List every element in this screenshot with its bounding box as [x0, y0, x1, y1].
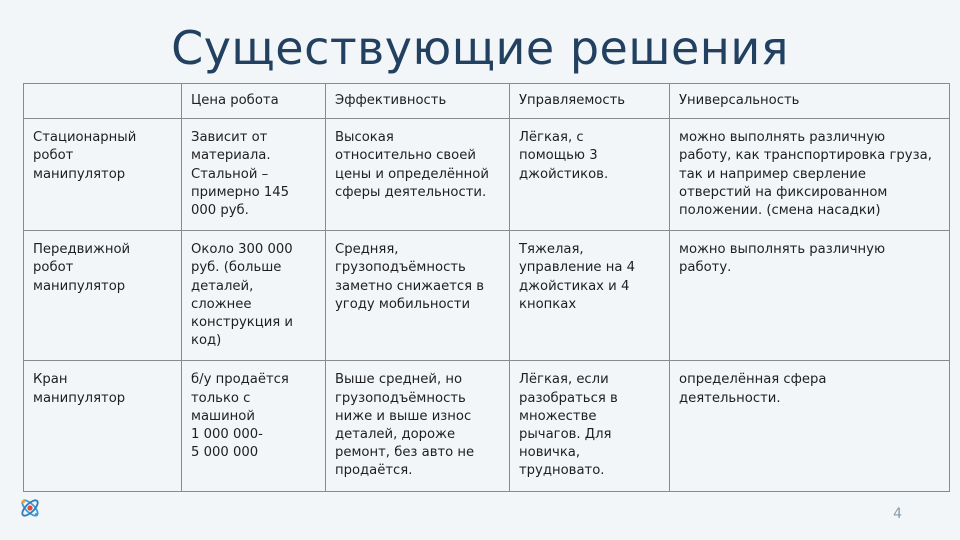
versatility-cell: можно выполнять различную работу. [670, 231, 950, 361]
controllability-cell: Тяжелая, управление на 4 джойстиках и 4 кнопках [510, 231, 670, 361]
comparison-table [23, 83, 950, 492]
table-header-row [24, 84, 950, 119]
table-row [24, 231, 950, 361]
row-label-cell: Стационарный робот манипулятор [24, 119, 182, 231]
efficiency-cell: Высокая относительно своей цены и определённой сферы деятельности. [326, 119, 510, 231]
page-number: 4 [893, 506, 902, 522]
row-label-cell: Передвижной робот манипулятор [24, 231, 182, 361]
slide-title: Существующие решения [171, 21, 789, 75]
versatility-cell: определённая сфера деятельности. [670, 361, 950, 491]
table-row [24, 119, 950, 231]
atom-logo-icon [18, 496, 42, 520]
table-row [24, 361, 950, 491]
price-cell: Около 300 000 руб. (больше деталей, сложнее конструкция и код) [182, 231, 326, 361]
header-cell-price: Цена робота [182, 84, 326, 119]
versatility-cell: можно выполнять различную работу, как транспортировка груза, так и например сверление отверстий на фиксированном положении. (смена насадки) [670, 119, 950, 231]
price-cell: б/у продаётся только с машиной 1 000 000- 5 000 000 [182, 361, 326, 491]
header-cell-efficiency: Эффективность [326, 84, 510, 119]
controllability-cell: Лёгкая, если разобраться в множестве рычагов. Для новичка, трудновато. [510, 361, 670, 491]
row-label-cell: Кран манипулятор [24, 361, 182, 491]
price-cell: Зависит от материала. Стальной – примерно 145 000 руб. [182, 119, 326, 231]
header-cell-empty [24, 84, 182, 119]
controllability-cell: Лёгкая, с помощью 3 джойстиков. [510, 119, 670, 231]
header-cell-controllability: Управляемость [510, 84, 670, 119]
efficiency-cell: Выше средней, но грузоподъёмность ниже и выше износ деталей, дороже ремонт, без авто не продаётся. [326, 361, 510, 491]
efficiency-cell: Средняя, грузоподъёмность заметно снижается в угоду мобильности [326, 231, 510, 361]
header-cell-versatility: Универсальность [670, 84, 950, 119]
